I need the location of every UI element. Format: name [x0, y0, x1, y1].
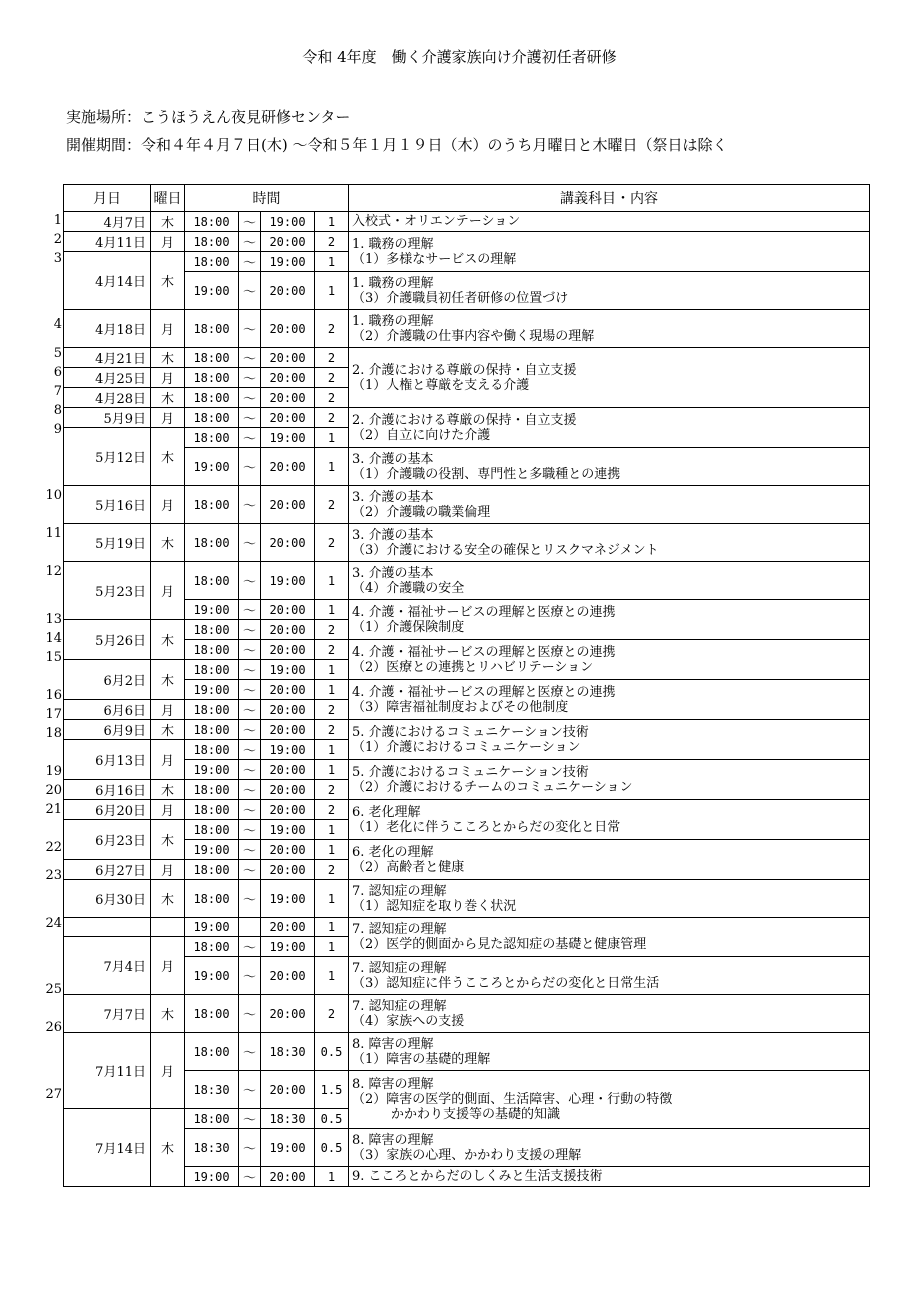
tilde-cell: ～ — [239, 800, 261, 820]
subject-cell: 3. 介護の基本 （1）介護職の役割、専門性と多職種との連携 — [349, 448, 870, 486]
end-time-cell: 20:00 — [261, 957, 315, 995]
table-row — [64, 1167, 870, 1187]
start-time-cell: 19:00 — [185, 600, 239, 620]
day-cell: 木 — [151, 1109, 185, 1187]
tilde-cell: ～ — [239, 310, 261, 348]
tilde-cell: ～ — [239, 388, 261, 408]
hours-cell: 2 — [315, 368, 349, 388]
row-number: 9 — [53, 421, 62, 437]
start-time-cell: 18:00 — [185, 368, 239, 388]
end-time-cell: 20:00 — [261, 720, 315, 740]
end-time-cell: 20:00 — [261, 1167, 315, 1187]
day-cell: 木 — [151, 780, 185, 800]
tilde-cell: ～ — [239, 272, 261, 310]
tilde-cell: ～ — [239, 820, 261, 840]
row-number: 3 — [53, 250, 62, 266]
date-cell: 5月16日 — [64, 486, 151, 524]
subject-cell: 3. 介護の基本 （3）介護における安全の確保とリスクマネジメント — [349, 524, 870, 562]
day-cell: 月 — [151, 232, 185, 252]
end-time-cell: 20:00 — [261, 680, 315, 700]
start-time-cell: 18:00 — [185, 780, 239, 800]
tilde-cell: ～ — [239, 937, 261, 957]
subject-cell: 1. 職務の理解 （1）多様なサービスの理解 — [349, 232, 870, 272]
end-time-cell: 18:30 — [261, 1033, 315, 1071]
table-row — [64, 1129, 870, 1167]
day-cell: 月 — [151, 800, 185, 820]
tilde-cell: ～ — [239, 1109, 261, 1129]
hours-cell: 2 — [315, 800, 349, 820]
end-time-cell: 20:00 — [261, 524, 315, 562]
date-cell: 4月18日 — [64, 310, 151, 348]
start-time-cell: 18:30 — [185, 1129, 239, 1167]
start-time-cell: 18:00 — [185, 720, 239, 740]
end-time-cell: 20:00 — [261, 760, 315, 780]
date-cell: 5月26日 — [64, 620, 151, 660]
hours-cell: 2 — [315, 408, 349, 428]
end-time-cell: 19:00 — [261, 937, 315, 957]
subject-cell: 7. 認知症の理解 （3）認知症に伴うこころとからだの変化と日常生活 — [349, 957, 870, 995]
row-number: 4 — [53, 317, 62, 332]
subject-cell: 4. 介護・福祉サービスの理解と医療との連携 （2）医療との連携とリハビリテーション — [349, 640, 870, 680]
hours-cell: 2 — [315, 780, 349, 800]
table-row — [64, 524, 870, 562]
start-time-cell: 18:00 — [185, 700, 239, 720]
tilde-cell: ～ — [239, 1033, 261, 1071]
end-time-cell: 20:00 — [261, 408, 315, 428]
table-row — [64, 880, 870, 918]
row-number: 24 — [45, 915, 62, 931]
hours-cell: 1 — [315, 820, 349, 840]
hours-cell: 2 — [315, 348, 349, 368]
day-cell: 木 — [151, 388, 185, 408]
tilde-cell: ～ — [239, 1167, 261, 1187]
tilde-cell: ～ — [239, 408, 261, 428]
date-cell: 5月9日 — [64, 408, 151, 428]
end-time-cell: 19:00 — [261, 428, 315, 448]
tilde-cell: ～ — [239, 562, 261, 600]
header-date: 月日 — [64, 185, 151, 212]
hours-cell: 2 — [315, 860, 349, 880]
subject-cell: 3. 介護の基本 （4）介護職の安全 — [349, 562, 870, 600]
start-time-cell: 19:00 — [185, 272, 239, 310]
start-time-cell: 19:00 — [185, 680, 239, 700]
tilde-cell: ～ — [239, 680, 261, 700]
day-cell: 木 — [151, 820, 185, 860]
row-number: 16 — [45, 687, 62, 703]
row-number: 11 — [45, 526, 62, 541]
hours-cell: 2 — [315, 310, 349, 348]
start-time-cell: 19:00 — [185, 957, 239, 995]
end-time-cell: 19:00 — [261, 880, 315, 918]
day-cell: 月 — [151, 740, 185, 780]
day-cell — [151, 918, 185, 937]
end-time-cell: 19:00 — [261, 212, 315, 232]
hours-cell: 0.5 — [315, 1033, 349, 1071]
day-cell: 月 — [151, 937, 185, 995]
start-time-cell: 18:00 — [185, 995, 239, 1033]
end-time-cell: 20:00 — [261, 995, 315, 1033]
row-number: 2 — [53, 231, 62, 247]
hours-cell: 1 — [315, 600, 349, 620]
start-time-cell: 19:00 — [185, 918, 239, 937]
start-time-cell: 18:00 — [185, 348, 239, 368]
hours-cell: 1 — [315, 562, 349, 600]
hours-cell: 1 — [315, 212, 349, 232]
day-cell: 木 — [151, 620, 185, 660]
row-number: 14 — [45, 630, 62, 646]
date-cell: 4月7日 — [64, 212, 151, 232]
subject-cell: 入校式・オリエンテーション — [349, 212, 870, 232]
row-number: 8 — [53, 402, 62, 418]
hours-cell: 2 — [315, 486, 349, 524]
end-time-cell: 20:00 — [261, 368, 315, 388]
start-time-cell: 18:00 — [185, 937, 239, 957]
end-time-cell: 20:00 — [261, 700, 315, 720]
day-cell: 月 — [151, 1033, 185, 1109]
date-cell: 7月7日 — [64, 995, 151, 1033]
start-time-cell: 18:00 — [185, 1109, 239, 1129]
end-time-cell: 20:00 — [261, 860, 315, 880]
tilde-cell: ～ — [239, 760, 261, 780]
row-number: 20 — [45, 782, 62, 798]
venue-line: 実施場所：こうほうえん夜見研修センター — [66, 108, 351, 126]
date-cell: 4月28日 — [64, 388, 151, 408]
date-cell: 6月9日 — [64, 720, 151, 740]
start-time-cell: 18:00 — [185, 820, 239, 840]
end-time-cell: 20:00 — [261, 486, 315, 524]
subject-cell: 4. 介護・福祉サービスの理解と医療との連携 （3）障害福祉制度およびその他制度 — [349, 680, 870, 720]
end-time-cell: 19:00 — [261, 1129, 315, 1167]
date-cell: 4月21日 — [64, 348, 151, 368]
date-cell: 6月6日 — [64, 700, 151, 720]
subject-cell: 5. 介護におけるコミュニケーション技術 （2）介護におけるチームのコミュニケーション — [349, 760, 870, 800]
schedule-table — [63, 184, 870, 1187]
end-time-cell: 20:00 — [261, 600, 315, 620]
start-time-cell: 18:00 — [185, 212, 239, 232]
tilde-cell: ～ — [239, 957, 261, 995]
date-cell: 4月14日 — [64, 252, 151, 310]
date-cell: 6月27日 — [64, 860, 151, 880]
day-cell: 木 — [151, 880, 185, 918]
end-time-cell: 19:00 — [261, 660, 315, 680]
start-time-cell: 18:00 — [185, 252, 239, 272]
subject-cell: 6. 老化の理解 （2）高齢者と健康 — [349, 840, 870, 880]
table-row — [64, 640, 870, 660]
tilde-cell: ～ — [239, 1071, 261, 1109]
table-row — [64, 448, 870, 486]
subject-cell: 1. 職務の理解 （2）介護職の仕事内容や働く現場の理解 — [349, 310, 870, 348]
date-cell: 5月12日 — [64, 428, 151, 486]
start-time-cell: 18:00 — [185, 880, 239, 918]
date-cell: 5月23日 — [64, 562, 151, 620]
hours-cell: 2 — [315, 700, 349, 720]
row-number: 21 — [45, 801, 62, 817]
tilde-cell: ～ — [239, 448, 261, 486]
start-time-cell: 18:00 — [185, 860, 239, 880]
start-time-cell: 18:00 — [185, 388, 239, 408]
end-time-cell: 19:00 — [261, 562, 315, 600]
start-time-cell: 18:00 — [185, 740, 239, 760]
subject-cell: 9. こころとからだのしくみと生活支援技術 — [349, 1167, 870, 1187]
row-number: 23 — [45, 868, 62, 883]
header-time: 時間 — [185, 185, 349, 212]
end-time-cell: 20:00 — [261, 620, 315, 640]
date-cell: 7月4日 — [64, 937, 151, 995]
table-row — [64, 760, 870, 780]
start-time-cell: 19:00 — [185, 1167, 239, 1187]
hours-cell: 1.5 — [315, 1071, 349, 1109]
date-cell: 6月16日 — [64, 780, 151, 800]
row-number: 22 — [45, 839, 62, 855]
end-time-cell: 20:00 — [261, 780, 315, 800]
start-time-cell: 19:00 — [185, 840, 239, 860]
tilde-cell: ～ — [239, 1129, 261, 1167]
start-time-cell: 18:00 — [185, 660, 239, 680]
tilde-cell: ～ — [239, 524, 261, 562]
hours-cell: 2 — [315, 995, 349, 1033]
table-row — [64, 680, 870, 700]
subject-cell: 2. 介護における尊厳の保持・自立支援 （2）自立に向けた介護 — [349, 408, 870, 448]
hours-cell: 2 — [315, 640, 349, 660]
day-cell: 月 — [151, 310, 185, 348]
start-time-cell: 18:00 — [185, 1033, 239, 1071]
table-row — [64, 957, 870, 995]
end-time-cell: 20:00 — [261, 840, 315, 860]
table-row — [64, 600, 870, 620]
table-row — [64, 348, 870, 368]
day-cell: 月 — [151, 408, 185, 428]
start-time-cell: 18:00 — [185, 800, 239, 820]
table-row — [64, 212, 870, 232]
table-row — [64, 1033, 870, 1071]
table-row — [64, 840, 870, 860]
end-time-cell: 20:00 — [261, 232, 315, 252]
date-cell: 6月20日 — [64, 800, 151, 820]
day-cell: 月 — [151, 860, 185, 880]
subject-cell: 7. 認知症の理解 （4）家族への支援 — [349, 995, 870, 1033]
day-cell: 木 — [151, 720, 185, 740]
tilde-cell: ～ — [239, 368, 261, 388]
end-time-cell: 19:00 — [261, 820, 315, 840]
end-time-cell: 20:00 — [261, 348, 315, 368]
subject-cell: 8. 障害の理解 （3）家族の心理、かかわり支援の理解 — [349, 1129, 870, 1167]
day-cell: 月 — [151, 562, 185, 620]
row-number: 17 — [45, 706, 62, 722]
tilde-cell: ～ — [239, 486, 261, 524]
end-time-cell: 20:00 — [261, 640, 315, 660]
start-time-cell: 18:00 — [185, 408, 239, 428]
date-cell: 4月11日 — [64, 232, 151, 252]
hours-cell: 1 — [315, 957, 349, 995]
start-time-cell: 18:00 — [185, 486, 239, 524]
end-time-cell: 20:00 — [261, 388, 315, 408]
tilde-cell: ～ — [239, 348, 261, 368]
page-title: 令和 4年度 働く介護家族向け介護初任者研修 — [302, 48, 617, 66]
date-cell: 7月11日 — [64, 1033, 151, 1109]
row-number: 1 — [53, 212, 62, 228]
start-time-cell: 18:30 — [185, 1071, 239, 1109]
hours-cell: 1 — [315, 740, 349, 760]
tilde-cell: ～ — [239, 740, 261, 760]
tilde-cell: ～ — [239, 780, 261, 800]
start-time-cell: 18:00 — [185, 620, 239, 640]
table-row — [64, 800, 870, 820]
tilde-cell: ～ — [239, 428, 261, 448]
row-number: 15 — [45, 649, 62, 665]
end-time-cell: 20:00 — [261, 272, 315, 310]
start-time-cell: 18:00 — [185, 428, 239, 448]
table-row — [64, 562, 870, 600]
hours-cell: 2 — [315, 232, 349, 252]
start-time-cell: 18:00 — [185, 562, 239, 600]
hours-cell: 2 — [315, 388, 349, 408]
date-cell: 6月2日 — [64, 660, 151, 700]
row-number: 6 — [53, 364, 62, 380]
hours-cell: 1 — [315, 428, 349, 448]
tilde-cell: ～ — [239, 720, 261, 740]
end-time-cell: 20:00 — [261, 448, 315, 486]
end-time-cell: 20:00 — [261, 800, 315, 820]
row-number: 10 — [45, 488, 62, 503]
subject-cell: 6. 老化理解 （1）老化に伴うこころとからだの変化と日常 — [349, 800, 870, 840]
subject-cell: 7. 認知症の理解 （2）医学的側面から見た認知症の基礎と健康管理 — [349, 918, 870, 957]
day-cell: 木 — [151, 348, 185, 368]
day-cell: 木 — [151, 212, 185, 232]
row-number: 19 — [45, 763, 62, 779]
hours-cell: 1 — [315, 937, 349, 957]
end-time-cell: 20:00 — [261, 1071, 315, 1109]
header-subject: 講義科目・内容 — [349, 185, 870, 212]
hours-cell: 0.5 — [315, 1129, 349, 1167]
hours-cell: 1 — [315, 880, 349, 918]
day-cell: 木 — [151, 428, 185, 486]
day-cell: 木 — [151, 995, 185, 1033]
hours-cell: 1 — [315, 840, 349, 860]
table-row — [64, 918, 870, 937]
end-time-cell: 18:30 — [261, 1109, 315, 1129]
start-time-cell: 19:00 — [185, 448, 239, 486]
hours-cell: 1 — [315, 680, 349, 700]
hours-cell: 1 — [315, 272, 349, 310]
table-row — [64, 272, 870, 310]
day-cell: 月 — [151, 368, 185, 388]
row-number: 18 — [45, 725, 62, 741]
tilde-cell: ～ — [239, 620, 261, 640]
table-row — [64, 720, 870, 740]
start-time-cell: 18:00 — [185, 310, 239, 348]
row-number: 25 — [45, 982, 62, 997]
table-row — [64, 486, 870, 524]
start-time-cell: 19:00 — [185, 760, 239, 780]
subject-cell: 5. 介護におけるコミュニケーション技術 （1）介護におけるコミュニケーション — [349, 720, 870, 760]
date-cell: 6月13日 — [64, 740, 151, 780]
end-time-cell: 19:00 — [261, 740, 315, 760]
hours-cell: 2 — [315, 620, 349, 640]
tilde-cell: ～ — [239, 860, 261, 880]
subject-cell: 8. 障害の理解 （1）障害の基礎的理解 — [349, 1033, 870, 1071]
day-cell: 月 — [151, 486, 185, 524]
start-time-cell: 18:00 — [185, 232, 239, 252]
table-header-row — [64, 185, 870, 212]
tilde-cell: ～ — [239, 232, 261, 252]
table-row — [64, 310, 870, 348]
day-cell: 木 — [151, 524, 185, 562]
end-time-cell: 20:00 — [261, 310, 315, 348]
tilde-cell: ～ — [239, 212, 261, 232]
end-time-cell: 19:00 — [261, 252, 315, 272]
start-time-cell: 18:00 — [185, 640, 239, 660]
hours-cell: 1 — [315, 252, 349, 272]
row-number: 7 — [53, 383, 62, 399]
hours-cell: 2 — [315, 524, 349, 562]
date-cell — [64, 918, 151, 937]
day-cell: 木 — [151, 252, 185, 310]
hours-cell: 1 — [315, 448, 349, 486]
hours-cell: 1 — [315, 660, 349, 680]
date-cell: 5月19日 — [64, 524, 151, 562]
hours-cell: 2 — [315, 720, 349, 740]
table-row — [64, 1071, 870, 1109]
period-line: 開催期間：令和４年４月７日(木) ～令和５年１月１９日（木）のうち月曜日と木曜日（祭日は除く — [66, 136, 728, 154]
row-number: 5 — [53, 345, 62, 361]
tilde-cell: ～ — [239, 600, 261, 620]
hours-cell: 1 — [315, 1167, 349, 1187]
hours-cell: 1 — [315, 760, 349, 780]
table-row — [64, 995, 870, 1033]
date-cell: 7月14日 — [64, 1109, 151, 1187]
subject-cell: 1. 職務の理解 （3）介護職員初任者研修の位置づけ — [349, 272, 870, 310]
date-cell: 4月25日 — [64, 368, 151, 388]
tilde-cell — [239, 918, 261, 937]
hours-cell: 1 — [315, 918, 349, 937]
hours-cell: 0.5 — [315, 1109, 349, 1129]
header-day: 曜日 — [151, 185, 185, 212]
subject-cell: 7. 認知症の理解 （1）認知症を取り巻く状況 — [349, 880, 870, 918]
table-row — [64, 408, 870, 428]
day-cell: 木 — [151, 660, 185, 700]
subject-cell: 2. 介護における尊厳の保持・自立支援 （1）人権と尊厳を支える介護 — [349, 348, 870, 408]
date-cell: 6月23日 — [64, 820, 151, 860]
tilde-cell: ～ — [239, 880, 261, 918]
row-number: 13 — [45, 611, 62, 627]
subject-cell: 8. 障害の理解 （2）障害の医学的側面、生活障害、心理・行動の特徴 かかわり支援等の基礎的知識 — [349, 1071, 870, 1129]
row-number: 26 — [45, 1020, 62, 1035]
end-time-cell: 20:00 — [261, 918, 315, 937]
table-row — [64, 232, 870, 252]
tilde-cell: ～ — [239, 252, 261, 272]
subject-cell: 4. 介護・福祉サービスの理解と医療との連携 （1）介護保険制度 — [349, 600, 870, 640]
tilde-cell: ～ — [239, 700, 261, 720]
date-cell: 6月30日 — [64, 880, 151, 918]
row-number: 12 — [45, 564, 62, 579]
tilde-cell: ～ — [239, 995, 261, 1033]
day-cell: 月 — [151, 700, 185, 720]
subject-cell: 3. 介護の基本 （2）介護職の職業倫理 — [349, 486, 870, 524]
start-time-cell: 18:00 — [185, 524, 239, 562]
tilde-cell: ～ — [239, 660, 261, 680]
tilde-cell: ～ — [239, 840, 261, 860]
row-number: 27 — [45, 1086, 62, 1102]
tilde-cell: ～ — [239, 640, 261, 660]
